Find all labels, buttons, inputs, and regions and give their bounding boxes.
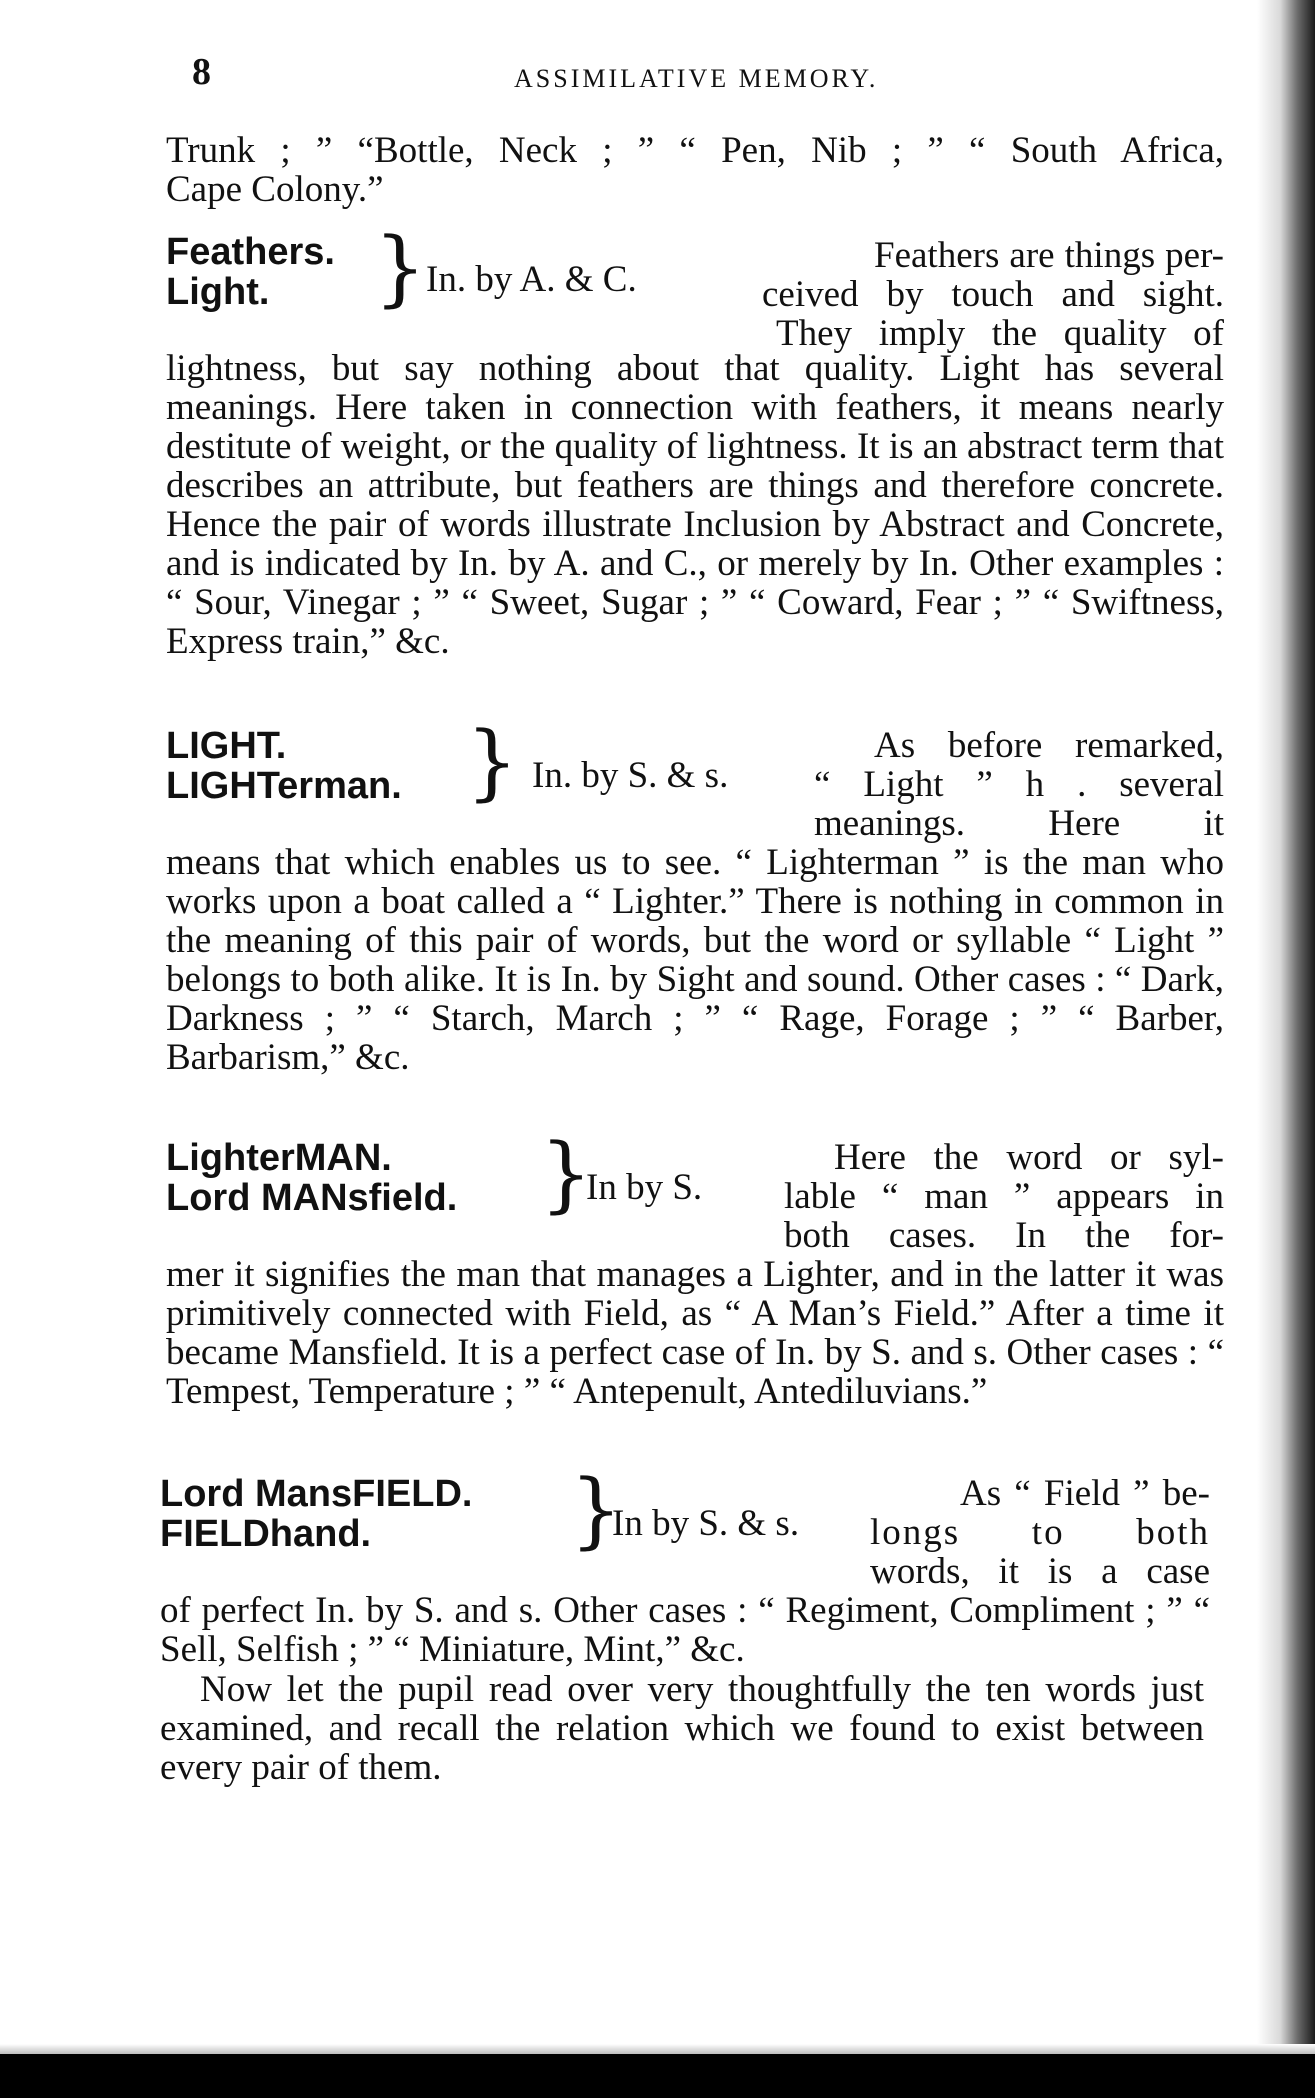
entry-body-text: mer it signifies the man that manages a Lighter, and in the latter it was primitively connected with Field, as “ A Man’s Field.” After a time it became Mansfield. It is a perfect case of In. by S. and s. Other cases : “ Tempest, Temperature ; ” “ Antepenult, Antediluvians.”	[166, 1254, 1224, 1412]
pair-word-1: LIGHT.	[166, 725, 287, 767]
head-line: longs to both	[870, 1512, 1210, 1553]
entry-body	[166, 1255, 1224, 1411]
word-pair	[166, 232, 335, 312]
pair-word-2: LIGHTerman.	[166, 765, 402, 807]
word-pair	[160, 1474, 472, 1554]
entry-head-text	[784, 1138, 1224, 1255]
head-line: both cases. In the for-	[784, 1215, 1224, 1256]
entry-head	[166, 221, 1224, 354]
closing-paragraph	[160, 1670, 1204, 1787]
entry-body	[160, 1591, 1210, 1669]
continuation-line: Trunk ; ” “Bottle, Neck ; ” “ Pen, Nib ; ” “ South Africa,	[166, 130, 1224, 171]
head-line: meanings. Here it	[814, 803, 1224, 844]
pair-word-1: Lord MansFIELD.	[160, 1473, 473, 1515]
brace-icon: }	[540, 1127, 593, 1222]
brace-icon: }	[374, 221, 427, 316]
head-line: Feathers are things per-	[874, 235, 1224, 276]
page-edge-shadow	[1257, 0, 1315, 2098]
head-line: They imply the quality of	[776, 313, 1224, 354]
entry-feathers-light	[166, 221, 1224, 662]
head-line: As “ Field ” be-	[960, 1473, 1210, 1514]
head-line: ceived by touch and sight.	[762, 274, 1224, 315]
entry-head	[166, 715, 1224, 844]
word-pair	[166, 1138, 457, 1218]
brace-icon: }	[466, 715, 519, 810]
head-line: “ Light ” h . several	[814, 764, 1224, 805]
entry-head-text	[814, 726, 1224, 843]
continuation-line: Cape Colony.”	[166, 169, 384, 210]
head-line: lable “ man ” appears in	[784, 1176, 1224, 1217]
entry-head	[160, 1463, 1210, 1592]
head-line: As before remarked,	[874, 725, 1224, 766]
entry-mansfield-fieldhand	[160, 1463, 1210, 1670]
continuation-text	[166, 131, 1224, 209]
head-line: Here the word or syl-	[834, 1137, 1224, 1178]
pair-word-2: Lord MANsfield.	[166, 1177, 458, 1219]
entry-body-text: of perfect In. by S. and s. Other cases : “ Regiment, Compliment ; ” “ Sell, Selfish ; ” “ Miniature, Mint,” &c.	[160, 1590, 1210, 1670]
entry-body	[166, 843, 1224, 1077]
entry-head-text	[870, 1474, 1210, 1591]
entry-lighterman-mansfield	[166, 1127, 1224, 1412]
pair-word-2: Light.	[166, 271, 270, 313]
entry-head	[166, 1127, 1224, 1256]
entry-head-text	[762, 236, 1224, 353]
entry-light-lighterman	[166, 715, 1224, 1078]
bottom-shadow	[0, 2044, 1315, 2054]
entry-body-text: means that which enables us to see. “ Lighterman ” is the man who works upon a boat called a “ Lighter.” There is nothing in common in the meaning of this pair of words, but the word or syllable “ Light ” belongs to both alike. It is In. by Sight and sound. Other cases : “ Dark, Darkness ; ” “ Starch, March ; ” “ Rage, Forage ; ” “ Barber, Barbarism,” &c.	[166, 842, 1224, 1078]
pair-word-2: FIELDhand.	[160, 1513, 372, 1555]
relation-label: In. by A. & C.	[426, 259, 637, 300]
relation-label: In by S.	[586, 1167, 703, 1208]
page-header	[0, 50, 1315, 100]
closing-paragraph-text: Now let the pupil read over very thoughtfully the ten words just examined, and recall the relation which we found to exist between every pair of them.	[160, 1669, 1204, 1788]
page-number: 8	[192, 51, 212, 93]
relation-label: In by S. & s.	[612, 1503, 800, 1544]
bottom-edge	[0, 2054, 1315, 2098]
relation-label: In. by S. & s.	[532, 755, 729, 796]
head-line: words, it is a case	[870, 1551, 1210, 1592]
pair-word-1: LighterMAN.	[166, 1137, 392, 1179]
entry-body	[166, 349, 1224, 661]
pair-word-1: Feathers.	[166, 231, 335, 273]
word-pair	[166, 726, 402, 806]
brace-icon: }	[570, 1463, 623, 1558]
entry-body-text: lightness, but say nothing about that quality. Light has several meanings. Here taken in connection with feathers, it means nearly destitute of weight, or the quality of lightness. It is an abstract term that describes an attribute, but feathers are things and therefore concrete. Hence the pair of words illustrate Inclusion by Abstract and Concrete, and is indicated by In. by A. and C., or merely by In. Other examples : “ Sour, Vinegar ; ” “ Sweet, Sugar ; ” “ Coward, Fear ; ” “ Swiftness, Express train,” &c.	[166, 348, 1224, 662]
running-head: ASSIMILATIVE MEMORY.	[514, 64, 879, 93]
